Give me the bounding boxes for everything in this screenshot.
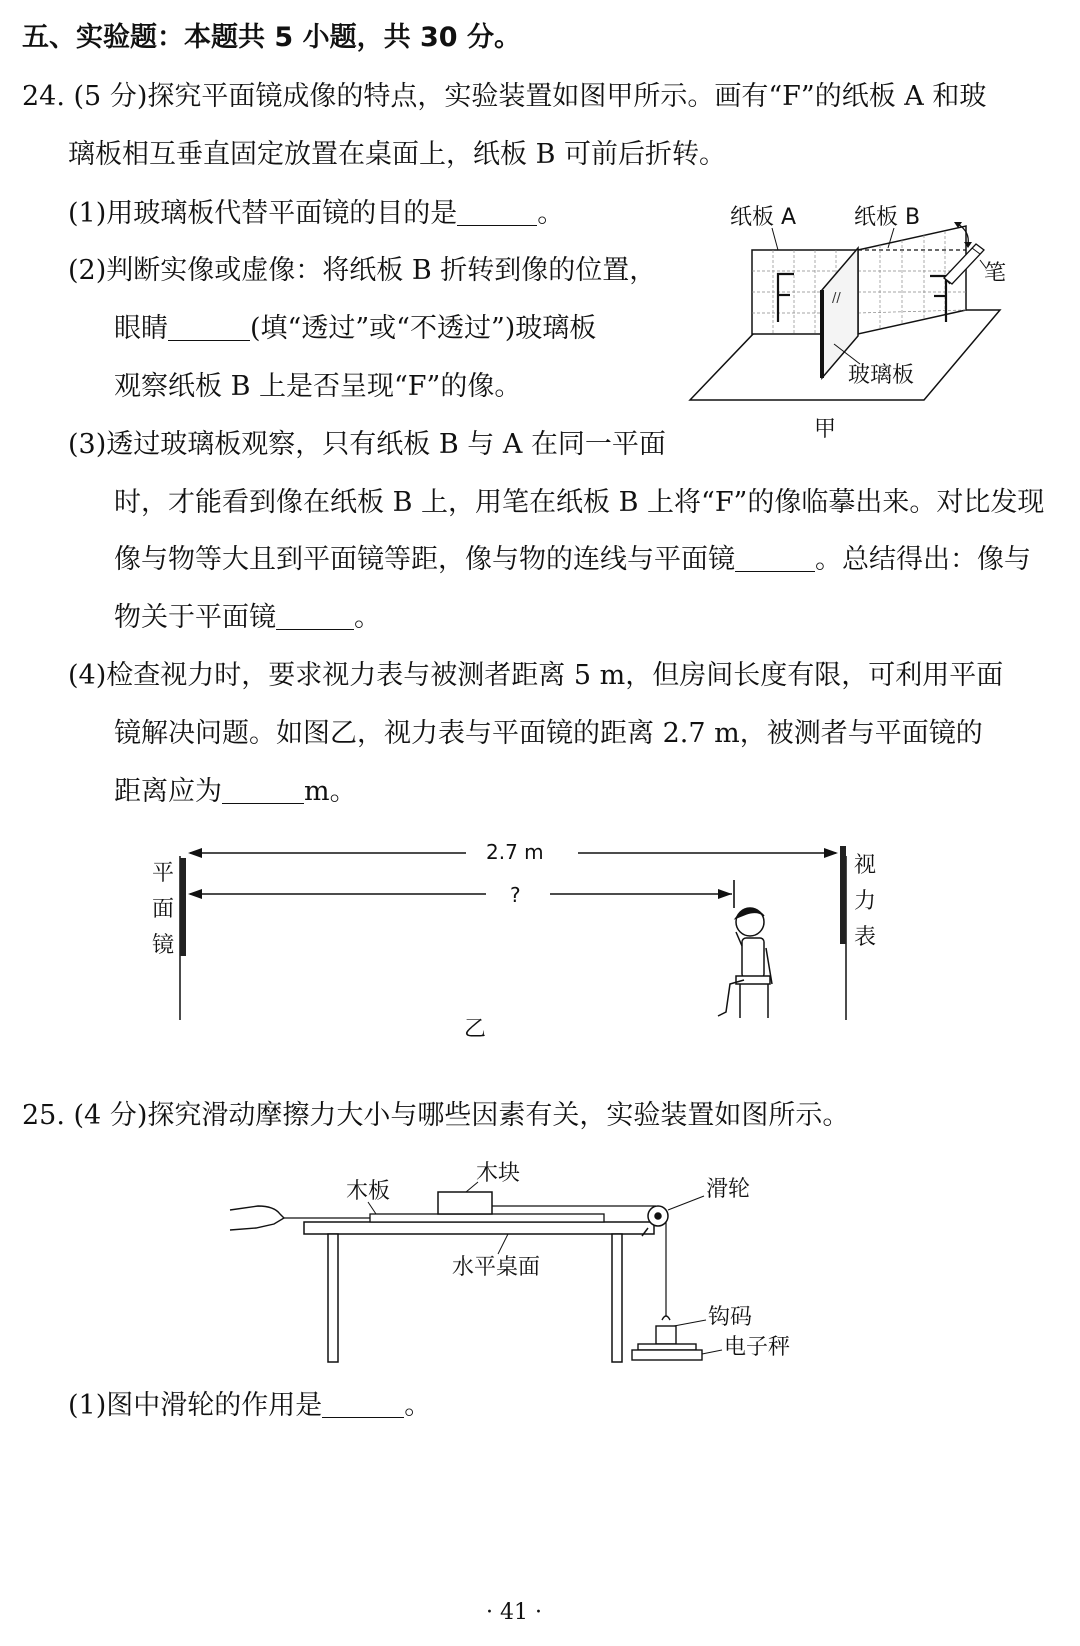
eye-chart	[840, 846, 846, 944]
q24-part3-line4-text: 物关于平面镜	[114, 602, 276, 633]
answer-blank-24-2[interactable]	[168, 316, 250, 341]
q24-part2-line3: 观察纸板 B 上是否呈现“F”的像。	[114, 371, 522, 402]
q24-part4-line1: (4)检查视力时，要求视力表与被测者距离 5 m，但房间长度有限，可利用平面	[68, 660, 1004, 691]
q24-part4-line3-text: 距离应为	[114, 776, 222, 807]
svg-text:表: 表	[854, 925, 877, 950]
q24-part3-line3	[114, 546, 1031, 573]
label-pulley: 滑轮	[706, 1177, 751, 1202]
q24-part1-end: 。	[537, 198, 565, 229]
q24-part2-eye: 眼睛	[114, 313, 168, 344]
caption-yi: 乙	[464, 1017, 487, 1042]
svg-text:力: 力	[854, 889, 877, 914]
answer-blank-24-4[interactable]	[222, 779, 304, 804]
unknown-label: ?	[510, 883, 521, 907]
q25-part1-end: 。	[404, 1390, 432, 1421]
q24-part4-unit: m。	[304, 776, 357, 807]
q24-part1	[68, 200, 564, 227]
answer-blank-24-1[interactable]	[457, 201, 537, 226]
q24-part4-line2: 镜解决问题。如图乙，视力表与平面镜的距离 2.7 m，被测者与平面镜的	[114, 718, 983, 749]
section-heading: 五、实验题：本题共 5 小题，共 30 分。	[22, 22, 521, 53]
q24-part3-line3-text: 像与物等大且到平面镜等距，像与物的连线与平面镜	[114, 544, 735, 575]
svg-text:平: 平	[152, 861, 175, 886]
seated-person-icon	[718, 908, 772, 1018]
caption-jia: 甲	[814, 417, 837, 442]
glass-mark: //	[832, 291, 841, 306]
distance-label: 2.7 m	[486, 840, 544, 864]
svg-text:镜: 镜	[152, 933, 175, 958]
label-block: 木块	[476, 1161, 521, 1186]
label-glass: 玻璃板	[848, 363, 915, 388]
q24-part3-line4	[114, 604, 381, 631]
plane-mirror	[180, 858, 186, 956]
q25-part1	[68, 1392, 431, 1419]
hand-icon	[230, 1206, 284, 1230]
answer-blank-24-3a[interactable]	[735, 547, 815, 572]
label-board-a: 纸板 A	[730, 205, 797, 230]
mirror-label	[152, 861, 174, 958]
q24-intro-line2: 璃板相互垂直固定放置在桌面上，纸板 B 可前后折转。	[68, 139, 727, 170]
page-number: · 41 ·	[486, 1600, 542, 1625]
weight-icon	[656, 1316, 676, 1344]
wooden-block	[438, 1192, 492, 1214]
answer-blank-24-3b[interactable]	[276, 605, 354, 630]
label-pen: 笔	[984, 261, 1007, 286]
electronic-scale	[632, 1344, 702, 1360]
label-scale: 电子秤	[724, 1335, 791, 1360]
answer-blank-25-1[interactable]	[322, 1393, 404, 1418]
q24-part1-text: (1)用玻璃板代替平面镜的目的是	[68, 198, 458, 229]
q24-part2-hint: (填“透过”或“不透过”)玻璃板	[250, 313, 597, 344]
label-board: 木板	[346, 1179, 391, 1204]
table	[304, 1222, 654, 1362]
chart-label	[854, 853, 876, 950]
q24-part4-line3	[114, 778, 357, 805]
q24-part3-line4-end: 。	[354, 602, 381, 633]
label-weight: 钩码	[708, 1305, 753, 1330]
label-board-b: 纸板 B	[854, 205, 921, 230]
svg-text:视: 视	[854, 853, 877, 878]
wooden-board	[370, 1214, 604, 1222]
figure-jia	[688, 198, 1018, 448]
figure-yi	[146, 836, 886, 1046]
label-table: 水平桌面	[452, 1255, 541, 1280]
q25-part1-text: (1)图中滑轮的作用是	[68, 1390, 323, 1421]
svg-text:面: 面	[152, 897, 175, 922]
distance-arrow-unknown	[188, 880, 734, 908]
q24-intro-line1: 24. (5 分)探究平面镜成像的特点，实验装置如图甲所示。画有“F”的纸板 A 和玻	[22, 81, 987, 112]
q24-part3-line2: 时，才能看到像在纸板 B 上，用笔在纸板 B 上将“F”的像临摹出来。对比发现	[114, 487, 1045, 518]
figure-friction	[228, 1158, 828, 1378]
q25-intro: 25. (4 分)探究滑动摩擦力大小与哪些因素有关，实验装置如图所示。	[22, 1100, 850, 1131]
pulley-icon	[642, 1206, 668, 1236]
q24-part2-line1: (2)判断实像或虚像：将纸板 B 折转到像的位置，	[68, 255, 657, 286]
q24-part3-line3-end: 。总结得出：像与	[815, 544, 1031, 575]
q24-part2-line2	[114, 315, 596, 342]
q24-part3-line1: (3)透过玻璃板观察，只有纸板 B 与 A 在同一平面	[68, 429, 666, 460]
